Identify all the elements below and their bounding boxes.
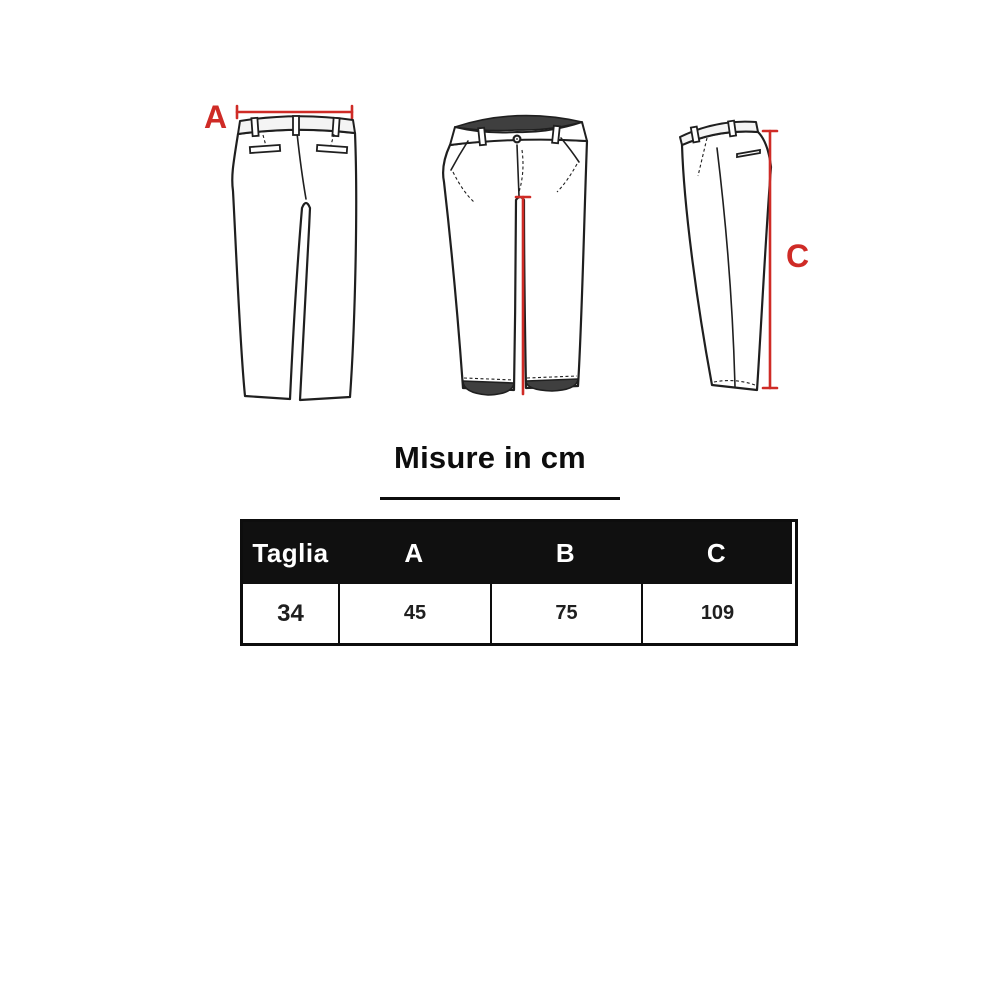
belt-loop bbox=[251, 118, 258, 136]
pants-front-outline bbox=[443, 116, 587, 395]
back-welt-pocket bbox=[317, 145, 347, 153]
size-table-cell-a: 45 bbox=[338, 584, 490, 643]
waist-button-hole bbox=[516, 138, 518, 140]
size-table-header-a: A bbox=[338, 522, 490, 584]
pants-side-view-diagram bbox=[665, 110, 810, 400]
back-welt-pocket bbox=[250, 145, 280, 153]
belt-loop bbox=[332, 118, 339, 136]
pants-back-view-diagram bbox=[200, 95, 370, 410]
size-table-cell-b: 75 bbox=[490, 584, 641, 643]
size-table-header-c: C bbox=[641, 522, 792, 584]
size-table-cell-c: 109 bbox=[641, 584, 792, 643]
size-table-header-taglia: Taglia bbox=[243, 522, 338, 584]
pants-side-outline bbox=[680, 121, 771, 390]
belt-loop bbox=[552, 126, 560, 144]
size-table bbox=[240, 519, 798, 646]
measure-label-a: A bbox=[204, 99, 228, 135]
pants-back-outline bbox=[232, 116, 356, 400]
belt-loop bbox=[691, 127, 700, 143]
size-table-title: Misure in cm bbox=[394, 440, 586, 475]
belt-loop bbox=[728, 121, 736, 137]
pants-front-view-diagram bbox=[430, 100, 600, 405]
size-table-header-b: B bbox=[490, 522, 641, 584]
leg-hem-dark bbox=[463, 381, 514, 395]
belt-loop bbox=[478, 128, 486, 146]
size-table-cell-taglia: 34 bbox=[243, 584, 338, 643]
measure-label-c: C bbox=[786, 238, 810, 274]
leg-hem-dark bbox=[526, 379, 578, 391]
title-underline bbox=[380, 497, 620, 500]
belt-loop bbox=[293, 116, 299, 135]
